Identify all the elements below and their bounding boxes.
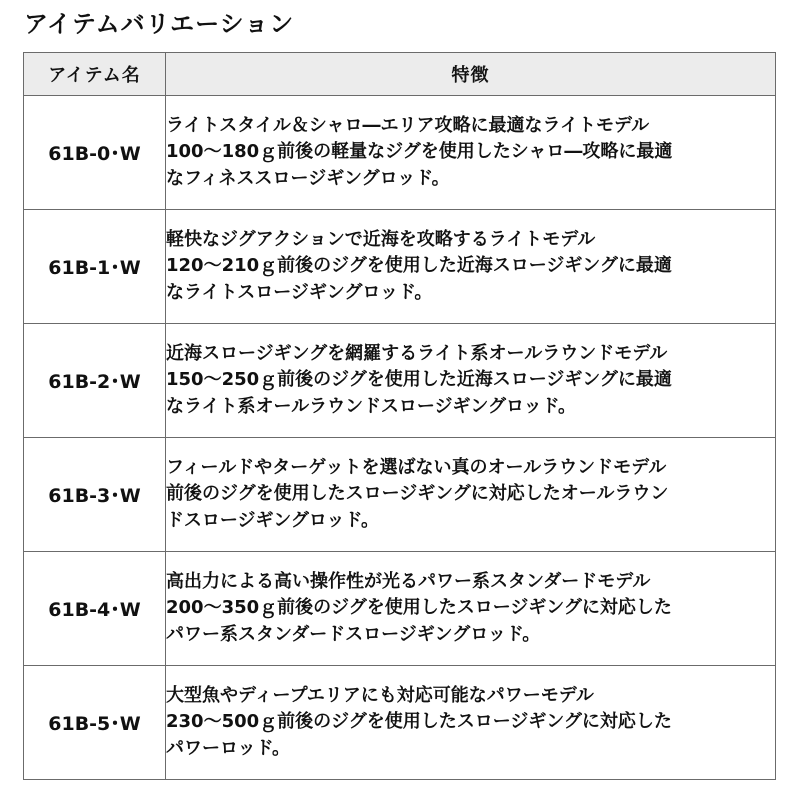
item-description-cell <box>166 96 776 210</box>
description-line: フィールドやターゲットを選ばない真のオールラウンドモデル <box>166 456 667 478</box>
item-name-cell: 61B-5･W <box>24 666 166 780</box>
table-row <box>24 96 776 210</box>
item-variation-table <box>23 52 776 780</box>
item-description-cell <box>166 210 776 324</box>
item-description-cell <box>166 324 776 438</box>
table-row <box>24 210 776 324</box>
description-line: 150～250ｇ前後のジグを使用した近海スロージギングに最適 <box>166 369 672 391</box>
description-line: 大型魚やディープエリアにも対応可能なパワーモデル <box>166 684 594 706</box>
table-header-row <box>24 53 776 96</box>
item-description-cell <box>166 552 776 666</box>
description-line: ライトスタイル＆シャロ―エリア攻略に最適なライトモデル <box>166 114 650 136</box>
description-line: なライトスロージギングロッド。 <box>166 281 433 303</box>
item-name-cell: 61B-4･W <box>24 552 166 666</box>
item-name-cell: 61B-0･W <box>24 96 166 210</box>
column-header-features: 特徴 <box>166 53 776 96</box>
table-row <box>24 666 776 780</box>
description-line: 120～210ｇ前後のジグを使用した近海スロージギングに最適 <box>166 255 672 277</box>
table-row <box>24 438 776 552</box>
description-line: 高出力による高い操作性が光るパワー系スタンダードモデル <box>166 570 651 592</box>
item-name-cell: 61B-1･W <box>24 210 166 324</box>
description-line: 前後のジグを使用したスロージギングに対応したオールラウン <box>166 483 669 505</box>
description-line: 100～180ｇ前後の軽量なジグを使用したシャロ―攻略に最適 <box>166 141 673 163</box>
table-row <box>24 324 776 438</box>
item-name-cell: 61B-2･W <box>24 324 166 438</box>
item-description-cell <box>166 666 776 780</box>
description-line: パワー系スタンダードスロージギングロッド。 <box>166 623 541 645</box>
description-line: パワーロッド。 <box>166 737 291 759</box>
description-line: なフィネススロージギングロッド。 <box>166 167 450 189</box>
page-title: アイテムバリエーション <box>24 10 295 38</box>
table-row <box>24 552 776 666</box>
description-line: 近海スロージギングを網羅するライト系オールラウンドモデル <box>166 342 668 364</box>
description-line: 230～500ｇ前後のジグを使用したスロージギングに対応した <box>166 711 672 733</box>
item-description-cell <box>166 438 776 552</box>
description-line: ドスロージギングロッド。 <box>166 509 379 531</box>
description-line: 軽快なジグアクションで近海を攻略するライトモデル <box>166 228 596 250</box>
description-line: 200～350ｇ前後のジグを使用したスロージギングに対応した <box>166 597 672 619</box>
column-header-item-name: アイテム名 <box>24 53 166 96</box>
description-line: なライト系オールラウンドスロージギングロッド。 <box>166 395 577 417</box>
item-name-cell: 61B-3･W <box>24 438 166 552</box>
